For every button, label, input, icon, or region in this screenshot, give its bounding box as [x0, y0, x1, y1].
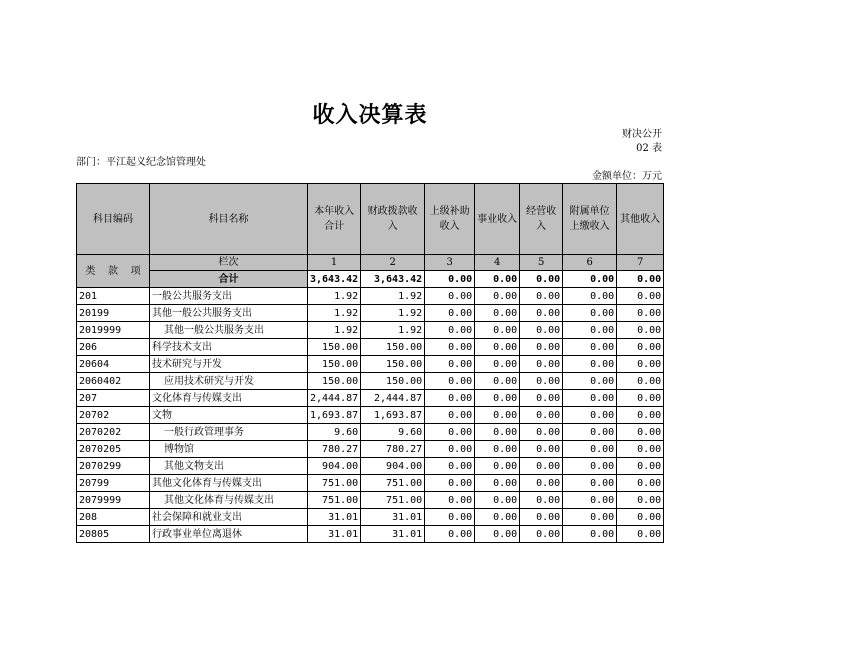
total-value: 0.00 — [563, 271, 617, 288]
row-value: 0.00 — [475, 373, 520, 390]
row-value: 2,444.87 — [361, 390, 425, 407]
row-value: 150.00 — [308, 339, 361, 356]
row-value: 0.00 — [520, 424, 563, 441]
row-value: 1.92 — [308, 288, 361, 305]
row-value: 0.00 — [617, 492, 664, 509]
row-value: 0.00 — [617, 305, 664, 322]
row-value: 1.92 — [308, 305, 361, 322]
row-value: 0.00 — [617, 322, 664, 339]
row-value: 0.00 — [425, 356, 475, 373]
table-row — [77, 288, 664, 305]
row-value: 0.00 — [475, 390, 520, 407]
row-value: 780.27 — [308, 441, 361, 458]
row-value: 780.27 — [361, 441, 425, 458]
row-value: 31.01 — [308, 526, 361, 543]
row-value: 0.00 — [425, 458, 475, 475]
row-value: 0.00 — [563, 441, 617, 458]
row-value: 0.00 — [617, 475, 664, 492]
row-value: 0.00 — [425, 288, 475, 305]
table-row — [77, 441, 664, 458]
header-col: 附属单位上缴收入 — [563, 184, 617, 255]
row-name: 文物 — [150, 407, 308, 424]
header-col: 财政拨款收入 — [361, 184, 425, 255]
row-name: 其他一般公共服务支出 — [150, 322, 308, 339]
row-value: 0.00 — [475, 288, 520, 305]
row-value: 1,693.87 — [361, 407, 425, 424]
column-number: 1 — [308, 255, 361, 271]
row-value: 0.00 — [563, 356, 617, 373]
table-row — [77, 475, 664, 492]
row-code: 2070202 — [77, 424, 150, 441]
row-value: 751.00 — [308, 492, 361, 509]
row-code: 20799 — [77, 475, 150, 492]
total-value: 3,643.42 — [361, 271, 425, 288]
row-value: 0.00 — [520, 288, 563, 305]
row-name: 博物馆 — [150, 441, 308, 458]
row-value: 0.00 — [520, 441, 563, 458]
row-value: 1.92 — [361, 288, 425, 305]
table-row — [77, 305, 664, 322]
row-code: 208 — [77, 509, 150, 526]
label-lanci: 栏次 — [150, 255, 308, 271]
row-name: 行政事业单位离退休 — [150, 526, 308, 543]
row-value: 0.00 — [425, 509, 475, 526]
row-value: 0.00 — [425, 526, 475, 543]
column-number: 3 — [425, 255, 475, 271]
row-value: 0.00 — [475, 441, 520, 458]
row-value: 0.00 — [425, 475, 475, 492]
row-name: 其他文化体育与传媒支出 — [150, 492, 308, 509]
row-name: 一般行政管理事务 — [150, 424, 308, 441]
row-value: 0.00 — [520, 305, 563, 322]
row-value: 0.00 — [520, 322, 563, 339]
header-col: 上级补助收入 — [425, 184, 475, 255]
row-value: 150.00 — [361, 373, 425, 390]
row-value: 0.00 — [563, 424, 617, 441]
row-value: 0.00 — [617, 509, 664, 526]
row-name: 一般公共服务支出 — [150, 288, 308, 305]
category-subheader — [77, 255, 150, 288]
row-value: 1.92 — [361, 305, 425, 322]
row-value: 0.00 — [475, 509, 520, 526]
row-value: 0.00 — [425, 390, 475, 407]
row-value: 0.00 — [425, 373, 475, 390]
row-value: 0.00 — [617, 390, 664, 407]
row-value: 0.00 — [563, 526, 617, 543]
row-value: 0.00 — [563, 475, 617, 492]
row-value: 1.92 — [308, 322, 361, 339]
row-code: 20805 — [77, 526, 150, 543]
row-value: 0.00 — [425, 492, 475, 509]
header-col: 其他收入 — [617, 184, 664, 255]
row-name: 技术研究与开发 — [150, 356, 308, 373]
header-col: 事业收入 — [475, 184, 520, 255]
row-value: 0.00 — [563, 407, 617, 424]
row-value: 0.00 — [475, 475, 520, 492]
row-value: 0.00 — [563, 373, 617, 390]
row-value: 0.00 — [475, 339, 520, 356]
row-value: 0.00 — [617, 356, 664, 373]
row-code: 2019999 — [77, 322, 150, 339]
row-value: 150.00 — [308, 373, 361, 390]
column-number: 4 — [475, 255, 520, 271]
column-number: 2 — [361, 255, 425, 271]
row-value: 2,444.87 — [308, 390, 361, 407]
row-code: 206 — [77, 339, 150, 356]
row-value: 31.01 — [361, 509, 425, 526]
table-row — [77, 492, 664, 509]
row-value: 0.00 — [475, 424, 520, 441]
row-value: 0.00 — [520, 356, 563, 373]
row-code: 2079999 — [77, 492, 150, 509]
row-value: 0.00 — [520, 475, 563, 492]
row-value: 150.00 — [308, 356, 361, 373]
department-label: 部门：平江起义纪念馆管理处 — [76, 157, 206, 168]
table-row — [77, 390, 664, 407]
total-value: 0.00 — [475, 271, 520, 288]
row-code: 2070299 — [77, 458, 150, 475]
row-value: 0.00 — [563, 509, 617, 526]
row-value: 0.00 — [475, 492, 520, 509]
total-value: 0.00 — [425, 271, 475, 288]
row-code: 20702 — [77, 407, 150, 424]
column-number: 6 — [563, 255, 617, 271]
row-value: 751.00 — [361, 475, 425, 492]
row-value: 0.00 — [425, 424, 475, 441]
row-value: 0.00 — [520, 339, 563, 356]
row-name: 应用技术研究与开发 — [150, 373, 308, 390]
row-value: 0.00 — [617, 458, 664, 475]
row-value: 0.00 — [475, 526, 520, 543]
report-title: 收入决算表 — [312, 103, 428, 128]
form-name: 财决公开 — [622, 129, 662, 140]
row-code: 207 — [77, 390, 150, 407]
row-value: 0.00 — [617, 441, 664, 458]
table-row — [77, 373, 664, 390]
row-value: 0.00 — [617, 526, 664, 543]
total-value: 0.00 — [520, 271, 563, 288]
label-kuan: 款 — [107, 265, 118, 277]
row-value: 0.00 — [563, 322, 617, 339]
row-code: 201 — [77, 288, 150, 305]
total-value: 3,643.42 — [308, 271, 361, 288]
label-total: 合计 — [150, 271, 308, 288]
table-row — [77, 356, 664, 373]
header-col: 本年收入合计 — [308, 184, 361, 255]
row-value: 0.00 — [475, 305, 520, 322]
row-value: 0.00 — [520, 373, 563, 390]
row-value: 751.00 — [361, 492, 425, 509]
row-value: 0.00 — [475, 458, 520, 475]
row-value: 0.00 — [617, 424, 664, 441]
row-value: 904.00 — [308, 458, 361, 475]
row-value: 904.00 — [361, 458, 425, 475]
row-code: 20199 — [77, 305, 150, 322]
form-number: 02 表 — [636, 143, 662, 154]
table-row — [77, 526, 664, 543]
row-value: 0.00 — [563, 458, 617, 475]
row-value: 0.00 — [617, 339, 664, 356]
row-value: 0.00 — [520, 390, 563, 407]
row-name: 其他文化体育与传媒支出 — [150, 475, 308, 492]
row-value: 150.00 — [361, 339, 425, 356]
row-value: 0.00 — [520, 509, 563, 526]
header-row — [77, 184, 664, 255]
row-name: 文化体育与传媒支出 — [150, 390, 308, 407]
row-value: 0.00 — [617, 407, 664, 424]
row-value: 0.00 — [475, 322, 520, 339]
row-value: 0.00 — [425, 339, 475, 356]
table-row — [77, 424, 664, 441]
row-value: 751.00 — [308, 475, 361, 492]
column-number: 5 — [520, 255, 563, 271]
label-lei: 类 — [85, 265, 96, 277]
column-number-row — [77, 255, 664, 271]
row-value: 31.01 — [308, 509, 361, 526]
row-value: 0.00 — [563, 288, 617, 305]
header-col: 经营收入 — [520, 184, 563, 255]
row-name: 社会保障和就业支出 — [150, 509, 308, 526]
row-value: 0.00 — [425, 441, 475, 458]
row-value: 0.00 — [520, 458, 563, 475]
table-row — [77, 339, 664, 356]
row-value: 0.00 — [617, 288, 664, 305]
row-value: 0.00 — [520, 407, 563, 424]
row-value: 0.00 — [520, 526, 563, 543]
table-row — [77, 509, 664, 526]
row-value: 0.00 — [563, 305, 617, 322]
unit-label: 金额单位：万元 — [592, 171, 662, 182]
total-row — [77, 271, 664, 288]
row-value: 31.01 — [361, 526, 425, 543]
income-table — [76, 183, 664, 543]
row-code: 2060402 — [77, 373, 150, 390]
row-value: 9.60 — [308, 424, 361, 441]
row-value: 0.00 — [475, 407, 520, 424]
row-name: 其他一般公共服务支出 — [150, 305, 308, 322]
row-name: 其他文物支出 — [150, 458, 308, 475]
row-value: 0.00 — [475, 356, 520, 373]
row-code: 20604 — [77, 356, 150, 373]
row-name: 科学技术支出 — [150, 339, 308, 356]
row-value: 150.00 — [361, 356, 425, 373]
table-row — [77, 407, 664, 424]
row-value: 0.00 — [425, 305, 475, 322]
row-value: 1.92 — [361, 322, 425, 339]
row-value: 0.00 — [425, 407, 475, 424]
row-code: 2070205 — [77, 441, 150, 458]
row-value: 1,693.87 — [308, 407, 361, 424]
row-value: 0.00 — [617, 373, 664, 390]
row-value: 0.00 — [563, 339, 617, 356]
row-value: 0.00 — [520, 492, 563, 509]
row-value: 0.00 — [563, 492, 617, 509]
label-xiang: 项 — [130, 265, 141, 277]
table-row — [77, 322, 664, 339]
row-value: 0.00 — [425, 322, 475, 339]
row-value: 9.60 — [361, 424, 425, 441]
header-code: 科目编码 — [77, 184, 150, 255]
header-name: 科目名称 — [150, 184, 308, 255]
table-row — [77, 458, 664, 475]
row-value: 0.00 — [563, 390, 617, 407]
column-number: 7 — [617, 255, 664, 271]
total-value: 0.00 — [617, 271, 664, 288]
